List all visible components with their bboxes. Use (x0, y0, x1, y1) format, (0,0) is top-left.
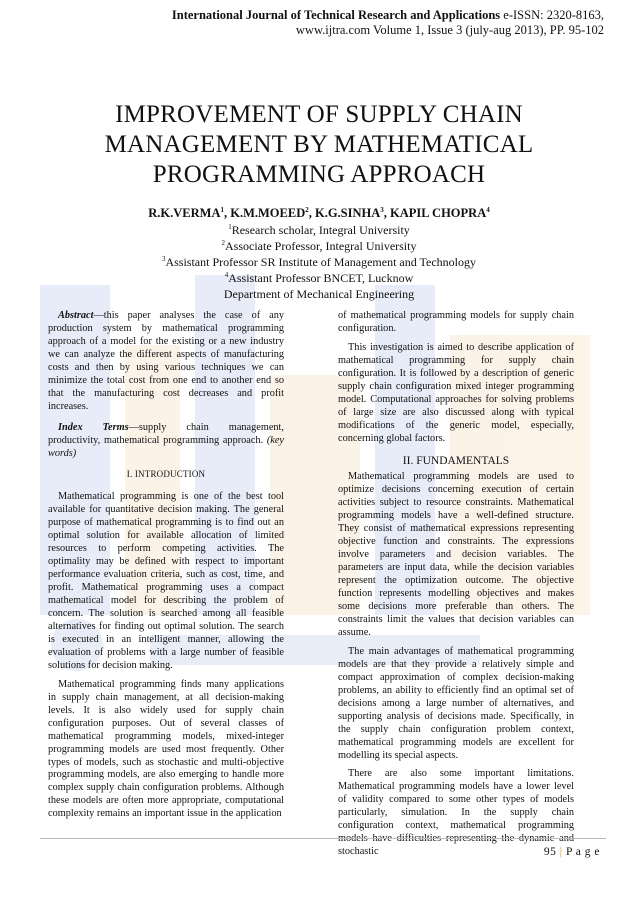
page-number-value: 95 (543, 846, 557, 858)
paragraph: There are also some important limitations. Mathematical programming models have a lower level of validity compared to some other types of models particularly, simulation. In the supply chain configuration context, mathematical programming stochastic (338, 768, 574, 858)
affiliation (40, 270, 598, 286)
paper-title (40, 100, 598, 190)
abstract-text: —this paper analyses the case of any production system by mathematical programming approach of a model for the existing or a new industry we can analyze the different aspects of manufacturing costs and then by using various techniques we can minimize the total cost from one end to another end so that the manufacturing cost decreases and profit increases. (48, 310, 284, 412)
author-sup: 4 (486, 206, 490, 214)
journal-issn: e-ISSN: 2320-8163, (500, 8, 604, 22)
author-name: R.K.VERMA (148, 206, 221, 220)
affiliation (40, 286, 598, 302)
paragraph: Mathematical programming is one of the best tool available for quantitative decision making. The general purpose of mathematical programming is to find out an optimal solution for available allocation of limited resources to perform competing activities. The optimality may be defined with respect to important performance evaluation criteria, such as cost, time, and profit. Mathematical programming uses a compact mathematical model for describing the problem of concern. The solution is searched among all feasible alternatives for finding out optimal solution. The search is executed in an intelligent manner, allowing the evaluation of problems with a large number of feasible solutions for decision making. (48, 491, 284, 671)
affiliation-text: Assistant Professor SR Institute of Management and Technology (165, 255, 477, 269)
title-line: PROGRAMMING APPROACH (152, 161, 486, 188)
index-terms (48, 422, 284, 461)
index-terms-note: (key words) (48, 434, 284, 459)
paragraph: Mathematical programming finds many applications in supply chain management, at all decision-making levels. It is also widely used for supply chain configuration purposes. Out of several classes of mathematical programming models, mixed-integer programming models are used most frequently. Other types of models, such as stochastic and multi-objective programming models, are also emerging to handle more complex supply chain configuration problems. Although these models are often more appropriate, computational complexity remains an important issue in the application (48, 678, 284, 820)
affiliation-sup: 1 (228, 223, 232, 231)
section-heading-fundamentals: II. FUNDAMENTALS (402, 454, 510, 467)
author-sup: 1 (220, 206, 224, 214)
abstract (48, 310, 284, 414)
paragraph: Mathematical programming models are used to optimize decisions concerning execution of certain activities subject to resource constraints. Mathematical programming models have a well-defined structure. They consist of mathematical expressions representing objective function and constraints. The expressions involve parameters and decision variables. The parameters are input data, while the decision variables represent the optimization outcome. The objective function represents modelling objectives and makes some decisions more preferable than others. The constraints limit the values that decision variables can assume. (338, 471, 574, 638)
title-line: MANAGEMENT BY MATHEMATICAL (104, 131, 534, 158)
author-list: R.K.VERMA$^1$, K.M.MOEED$^2$, K.G.SINHA$^3$, KAPIL CHOPRA$^4$ (148, 206, 490, 220)
author-name: K.G.SINHA (314, 206, 381, 220)
affiliation-sup: 2 (221, 239, 225, 247)
affiliation (40, 238, 598, 254)
affiliation-text: Assistant Professor BNCET, Lucknow (228, 271, 414, 285)
footer-divider (40, 838, 606, 839)
author-sup: 2 (305, 206, 309, 214)
affiliation (40, 222, 598, 238)
paragraph: This investigation is aimed to describe application of mathematical programming for supply chain configuration. It is followed by a description of generic supply chain configuration mixed integer programming model. Computational approaches for solving problems of large size are also discussed along with typical modifications of the generic model, especially, concerning global factors. (338, 341, 574, 444)
journal-header (124, 8, 604, 38)
title-line: IMPROVEMENT OF SUPPLY CHAIN (115, 101, 523, 128)
author-name: KAPIL CHOPRA (390, 206, 487, 220)
page-label: P a g e (565, 846, 600, 858)
affiliation-text: Research scholar, Integral University (231, 223, 410, 237)
left-column (48, 310, 284, 827)
affiliation-sup: 4 (224, 271, 229, 279)
abstract-label: Abstract (58, 310, 94, 321)
journal-name: International Journal of Technical Research and Applications (171, 8, 501, 22)
section-heading-introduction: I. INTRODUCTION (126, 469, 206, 480)
author-name: K.M.MOEED (230, 206, 306, 220)
page-number (544, 846, 600, 858)
index-terms-label: Index Terms (58, 421, 129, 433)
right-column (338, 310, 574, 865)
author-sup: 3 (380, 206, 384, 214)
page-number-separator: | (556, 846, 566, 858)
paragraph: The main advantages of mathematical programming models are that they provide a relatively simple and compact approximation of complex decision-making problems, an ability to efficiently find an optimal set of decisions among a large number of alternatives, and supporting analysis of decisions made. Specifically, in the supply chain configuration problem context, mathematical programming models are excellent for modelling its special aspects. (338, 645, 574, 761)
affiliation (40, 254, 598, 270)
affiliation-text: Associate Professor, Integral University (225, 239, 417, 253)
journal-details: www.ijtra.com Volume 1, Issue 3 (july-aug 2013), PP. 95-102 (295, 23, 604, 37)
paragraph: of mathematical programming models for supply chain configuration. (338, 310, 574, 334)
index-terms-text: —supply chain management, productivity, mathematical programming approach. (48, 421, 284, 446)
affiliation-text: Department of Mechanical Engineering (223, 287, 415, 301)
affiliation-sup: 3 (161, 255, 166, 263)
